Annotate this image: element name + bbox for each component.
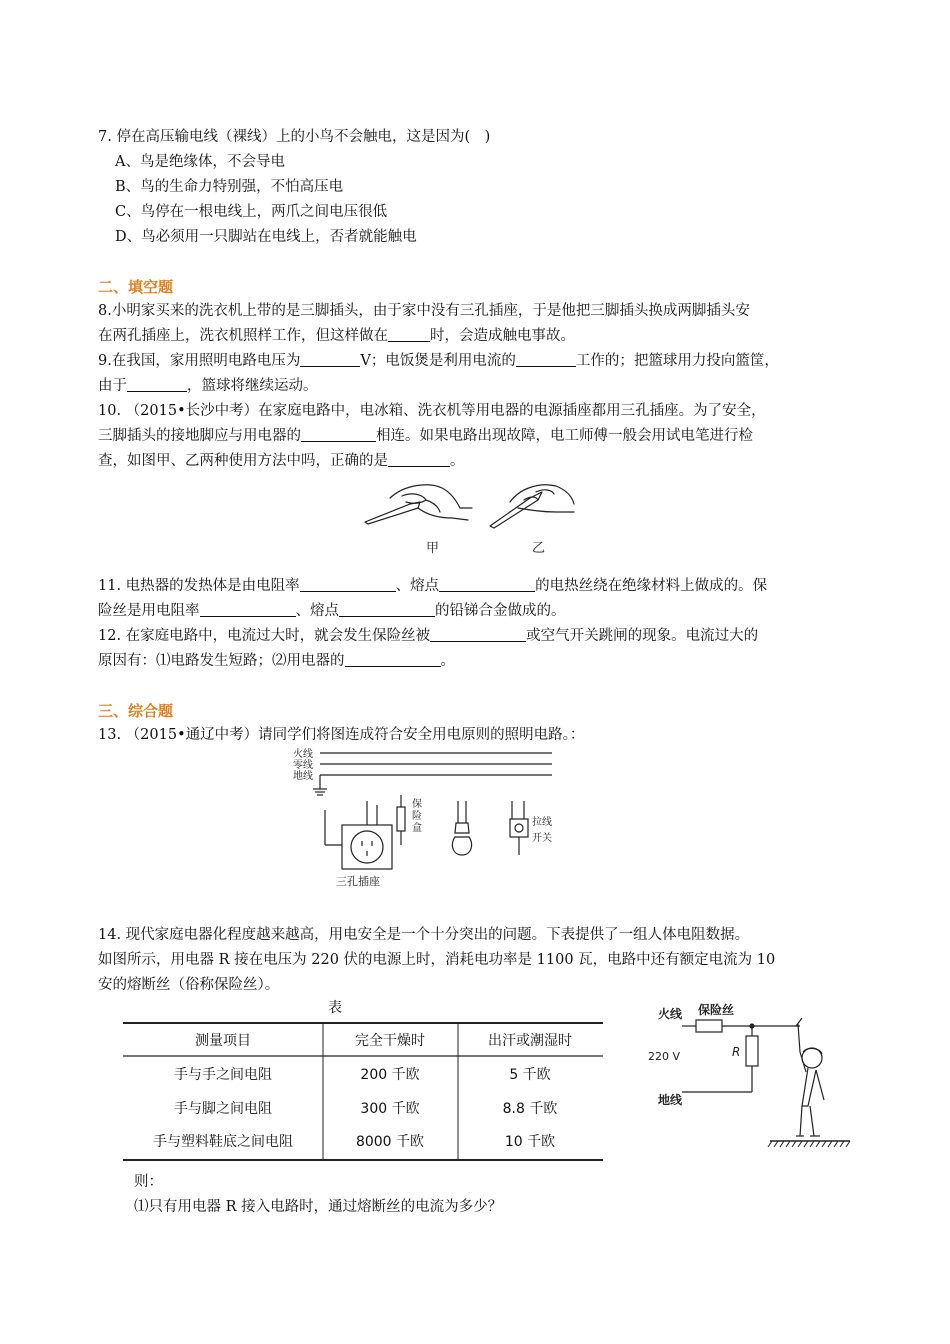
q9-text: V；电饭煲是利用电流的 <box>360 353 516 369</box>
q14-then: 则： <box>134 1174 163 1190</box>
q14-line1: 14. 现代家庭电器化程度越来越高，用电安全是一个十分突出的问题。下表提供了一组人体电阻数据。 <box>98 927 750 943</box>
table-header-item: 测量项目 <box>195 1033 251 1049</box>
label-pull-switch-2: 开关 <box>532 833 552 844</box>
q12-line1 <box>98 626 758 646</box>
q9-blank-effect[interactable] <box>516 352 576 367</box>
resistance-table <box>118 996 608 1166</box>
q10-line1: 10. （2015•长沙中考）在家庭电路中，电冰箱、洗衣机等用电器的电源插座都用三孔插座。为了安全， <box>98 403 766 419</box>
fig-label-yi: 乙 <box>532 541 546 556</box>
label-three-hole-socket: 三孔插座 <box>336 875 380 888</box>
q12-text: 。 <box>440 653 455 669</box>
q8-line2 <box>98 326 575 346</box>
label-pull-switch-1: 拉线 <box>532 817 552 828</box>
q11-blank-1[interactable] <box>300 577 396 592</box>
table-cell: 手与手之间电阻 <box>174 1067 272 1083</box>
circuit-label-ground: 地线 <box>658 1093 683 1107</box>
label-neutral: 零线 <box>293 760 313 771</box>
q8-line1: 8.小明家买来的洗衣机上带的是三脚插头，由于家中没有三孔插座，于是他把三脚插头换成两脚插头安 <box>98 303 750 319</box>
table-cell: 300 千欧 <box>360 1101 420 1117</box>
table-cell: 200 千欧 <box>360 1067 420 1083</box>
label-fuse-box-3: 盒 <box>412 823 422 834</box>
q8-text: 在两孔插座上，洗衣机照样工作，但这样做在 <box>98 328 388 344</box>
q14-line2: 如图所示，用电器 R 接在电压为 220 伏的电源上时，消耗电功率是 1100 瓦，电路中还有额定电流为 10 <box>98 952 776 968</box>
q12-text: 12. 在家庭电路中，电流过大时，就会发生保险丝被 <box>98 628 431 644</box>
q11-line2 <box>98 601 566 621</box>
table-cell: 8.8 千欧 <box>502 1101 558 1117</box>
table-title: 表 <box>328 1000 342 1016</box>
test-pen-figure <box>360 478 585 558</box>
table-cell: 手与脚之间电阻 <box>174 1101 272 1117</box>
q7-option-d: D、鸟必须用一只脚站在电线上，否者就能触电 <box>115 229 417 245</box>
q12-text: 原因有：⑴电路发生短路；⑵用电器的 <box>98 653 345 669</box>
label-fuse-box-1: 保 <box>412 799 422 810</box>
q10-blank-ground[interactable] <box>301 427 376 442</box>
q8-blank[interactable] <box>388 327 430 342</box>
q11-text: 、熔点 <box>395 578 440 594</box>
q11-text: 的电热丝绕在绝缘材料上做成的。保 <box>535 578 768 594</box>
q9-text: ，篮球将继续运动。 <box>187 378 318 394</box>
q14-sub1: ⑴只有用电器 R 接入电路时，通过熔断丝的电流为多少？ <box>134 1199 503 1215</box>
q9-blank-reason[interactable] <box>127 377 187 392</box>
q12-blank-1[interactable] <box>430 627 526 642</box>
q9-line1 <box>98 351 779 371</box>
q11-text: 的铅锑合金做成的。 <box>435 603 566 619</box>
label-live: 火线 <box>293 749 313 760</box>
q10-text: 相连。如果电路出现故障，电工师傅一般会用试电笔进行检 <box>376 428 753 444</box>
q14-line3: 安的熔断丝（俗称保险丝）。 <box>98 977 280 993</box>
section-fill-in-heading: 二、填空题 <box>98 278 174 296</box>
q7-option-b: B、鸟的生命力特别强，不怕高压电 <box>115 179 344 195</box>
q9-text: 工作的；把篮球用力投向篮筐， <box>575 353 779 369</box>
lighting-circuit-figure <box>290 745 555 890</box>
table-cell: 手与塑料鞋底之间电阻 <box>153 1134 293 1150</box>
q11-blank-2[interactable] <box>439 577 535 592</box>
q12-text: 或空气开关跳闸的现象。电流过大的 <box>526 628 759 644</box>
q13-stem: 13. （2015•通辽中考）请同学们将图连成符合安全用电原则的照明电路。： <box>98 727 585 743</box>
q11-text: 11. 电热器的发热体是由电阻率 <box>98 578 300 594</box>
fuse-circuit-figure <box>640 996 855 1156</box>
label-fuse-box-2: 险 <box>412 811 422 822</box>
circuit-label-fuse: 保险丝 <box>698 1003 735 1017</box>
q8-text: 时，会造成触电事故。 <box>430 328 575 344</box>
table-cell: 10 千欧 <box>504 1134 556 1150</box>
fig-label-jia: 甲 <box>426 541 440 556</box>
q11-line1 <box>98 576 767 596</box>
q7-stem: 7. 停在高压输电线（裸线）上的小鸟不会触电，这是因为( ) <box>98 129 491 145</box>
circuit-label-resistor: R <box>732 1045 741 1059</box>
q10-line2 <box>98 426 753 446</box>
table-header-dry: 完全干燥时 <box>355 1033 425 1049</box>
q7-option-c: C、鸟停在一根电线上，两爪之间电压很低 <box>115 204 388 220</box>
q11-blank-3[interactable] <box>200 602 296 617</box>
q9-text: 由于 <box>98 378 127 394</box>
q7-option-a: A、鸟是绝缘体，不会导电 <box>115 154 285 170</box>
q10-text: 三脚插头的接地脚应与用电器的 <box>98 428 301 444</box>
q11-text: 、熔点 <box>295 603 339 619</box>
table-header-wet: 出汗或潮湿时 <box>488 1033 572 1049</box>
circuit-label-voltage: 220 V <box>648 1050 681 1063</box>
q9-text: 9.在我国，家用照明电路电压为 <box>98 353 301 369</box>
label-ground: 地线 <box>293 771 313 782</box>
q9-blank-voltage[interactable] <box>300 352 360 367</box>
q12-blank-2[interactable] <box>345 652 441 667</box>
table-cell: 8000 千欧 <box>355 1134 425 1150</box>
table-cell: 5 千欧 <box>509 1067 551 1083</box>
q11-blank-4[interactable] <box>339 602 435 617</box>
q10-text: 。 <box>450 453 465 469</box>
q10-text: 查，如图甲、乙两种使用方法中吗，正确的是 <box>98 453 388 469</box>
q9-line2 <box>98 376 318 396</box>
q10-blank-correct[interactable] <box>388 452 450 467</box>
section-comprehensive-heading: 三、综合题 <box>98 702 174 720</box>
q11-text: 险丝是用电阻率 <box>98 603 200 619</box>
q12-line2 <box>98 651 455 671</box>
q10-line3 <box>98 451 465 471</box>
circuit-label-live: 火线 <box>658 1007 683 1021</box>
